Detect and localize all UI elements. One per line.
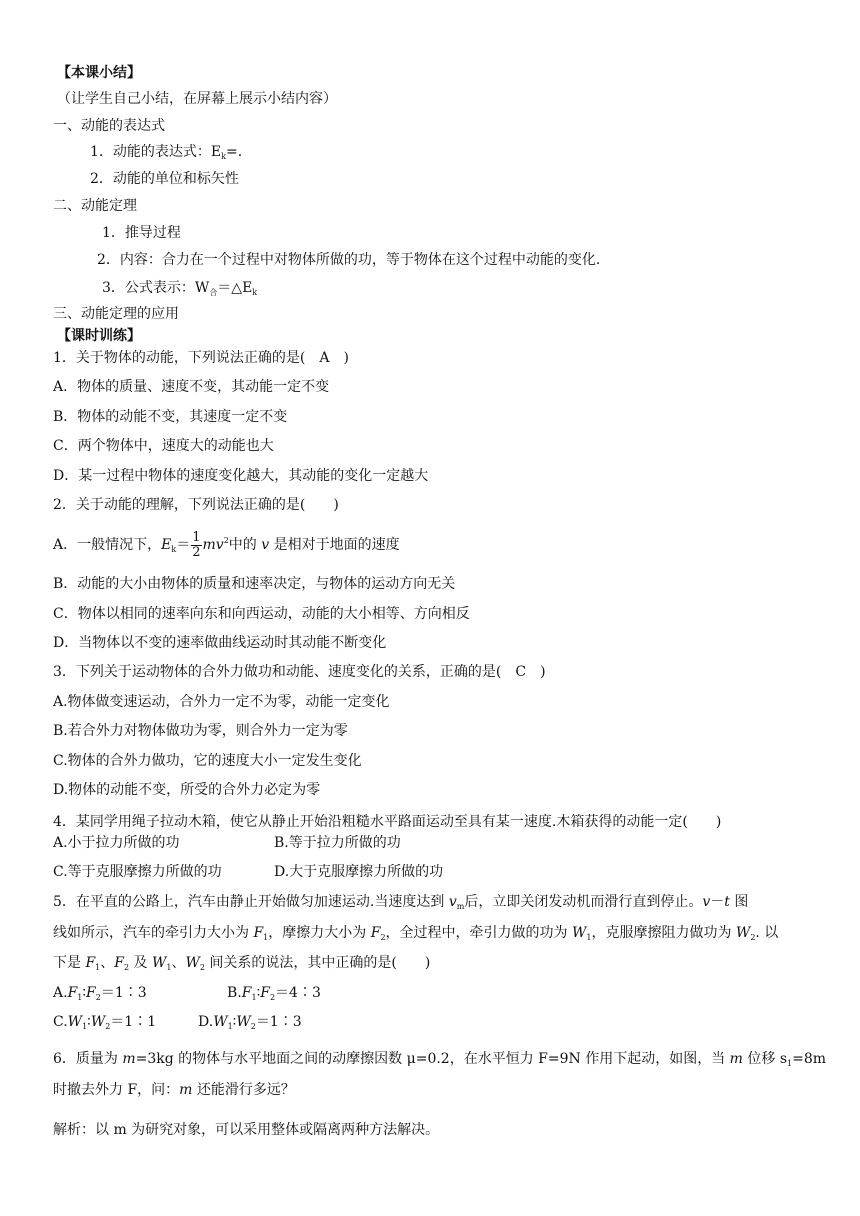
text: ∶ — [256, 985, 261, 1001]
var: F — [253, 925, 264, 941]
subscript: 1 — [82, 1022, 88, 1031]
fraction — [191, 531, 201, 560]
var: F — [260, 985, 270, 1001]
var: F — [85, 955, 96, 971]
section-3-title: 三、动能定理的应用 — [53, 306, 179, 322]
text: 6．质量为 — [53, 1051, 123, 1067]
text: . 以 — [755, 925, 779, 941]
q1-option-a: A．物体的质量、速度不变，其动能一定不变 — [53, 379, 330, 395]
q4-option-d: D.大于克服摩擦力所做的功 — [274, 864, 444, 880]
text: ＝1∶1 — [110, 1014, 157, 1030]
q5-line-2 — [53, 924, 778, 947]
subscript: 2 — [105, 1022, 111, 1031]
var: W — [90, 1014, 106, 1030]
q5-option-c — [53, 1013, 156, 1036]
q4-option-a: A.小于拉力所做的功 — [53, 835, 180, 851]
q6-line-2 — [53, 1081, 295, 1099]
text: 线如所示，汽车的牵引力大小为 — [53, 925, 254, 941]
q2-option-d: D．当物体以不变的速率做曲线运动时其动能不断变化 — [53, 635, 387, 651]
subscript: 1 — [95, 963, 101, 972]
subscript: 1 — [77, 993, 83, 1002]
q5-option-b — [227, 984, 321, 1007]
text: B. — [227, 985, 242, 1001]
var: m — [122, 1051, 136, 1067]
var: F — [86, 985, 96, 1001]
q2-option-c: C．物体以相同的速率向东和向西运动，动能的大小相等、方向相反 — [53, 606, 470, 622]
subscript: 2 — [199, 963, 205, 972]
text: ，摩擦力大小为 — [268, 925, 371, 941]
text: ∶ — [87, 1014, 91, 1030]
text: =8m — [792, 1051, 827, 1067]
q1-option-d: D．某一过程中物体的速度变化越大，其动能的变化一定越大 — [53, 468, 429, 484]
subscript: 1 — [263, 933, 269, 942]
text: 1．动能的表达式：E — [90, 144, 222, 160]
q5-line-3 — [53, 954, 430, 977]
text: C. — [53, 1014, 68, 1030]
subscript: k — [171, 545, 177, 554]
var: F — [241, 985, 252, 1001]
var: v — [702, 894, 711, 910]
practice-heading: 【课时训练】 — [57, 328, 141, 344]
q3-option-b: B.若合外力对物体做功为零，则合外力一定为零 — [53, 723, 348, 739]
section-2-item-3 — [102, 279, 257, 302]
q3-option-c: C.物体的合外力做功，它的速度大小一定发生变化 — [53, 753, 362, 769]
text: ＝1∶3 — [100, 985, 147, 1001]
text: 还能滑行多远？ — [192, 1082, 295, 1098]
subscript: 合 — [209, 288, 218, 297]
q4-option-c: C.等于克服摩擦力所做的功 — [53, 864, 222, 880]
subscript: k — [252, 288, 258, 297]
text: D. — [198, 1014, 214, 1030]
text: 3．公式表示：W — [102, 280, 210, 296]
subscript: k — [221, 152, 226, 161]
q1-stem: 1．关于物体的动能，下列说法正确的是( A ) — [53, 350, 349, 366]
q3-option-a: A.物体做变速运动，合外力一定不为零，动能一定变化 — [53, 694, 390, 710]
q6-line-1 — [53, 1050, 826, 1073]
text: A. — [53, 985, 68, 1001]
text: ，全过程中，牵引力做的功为 — [385, 925, 572, 941]
fraction-numerator: 1 — [192, 529, 201, 545]
section-2-title: 二、动能定理 — [53, 198, 137, 214]
var: W — [151, 955, 167, 971]
subscript: 1 — [227, 1022, 233, 1031]
text: ，克服摩擦阻力做功为 — [591, 925, 736, 941]
var: F — [114, 955, 124, 971]
text: 5．在平直的公路上，汽车由静止开始做匀加速运动.当速度达到 — [53, 894, 449, 910]
var: W — [67, 1014, 83, 1030]
text: ＝ — [176, 537, 191, 553]
var: F — [67, 985, 78, 1001]
section-1-title: 一、动能的表达式 — [53, 118, 165, 134]
text: A．一般情况下， — [53, 537, 162, 553]
summary-heading: 【本课小结】 — [57, 65, 141, 81]
text: 后，立即关闭发动机而滑行直到停止。 — [464, 894, 703, 910]
text: ＝1∶3 — [255, 1014, 302, 1030]
subscript: 2 — [95, 993, 101, 1002]
text: 、 — [171, 955, 186, 971]
var: W — [213, 1014, 228, 1030]
q5-line-1 — [53, 893, 748, 916]
subscript: 2 — [250, 1022, 256, 1031]
subscript: 2 — [269, 993, 276, 1002]
q5-option-d — [198, 1013, 302, 1036]
summary-note: （让学生自己小结，在屏幕上展示小结内容） — [57, 91, 337, 107]
superscript: 2 — [223, 536, 229, 545]
var: W — [571, 925, 587, 941]
var: m — [729, 1051, 743, 1067]
var-e: E — [161, 537, 172, 553]
q1-option-b: B．物体的动能不变，其速度一定不变 — [53, 409, 288, 425]
text: =3kg 的物体与水平地面之间的动摩擦因数 μ=0.2，在水平恒力 F=9N 作用下起动，如图，当 — [135, 1051, 730, 1067]
var: t — [724, 894, 730, 910]
var: F — [370, 925, 381, 941]
section-2-item-1: 1．推导过程 — [102, 225, 181, 241]
fraction-denominator: 2 — [192, 544, 201, 560]
text: ∶ — [232, 1014, 237, 1030]
section-2-item-2: 2．内容：合力在一个过程中对物体所做的功，等于物体在这个过程中动能的变化. — [97, 252, 601, 268]
section-1-item-1 — [90, 143, 242, 166]
q1-option-c: C．两个物体中，速度大的动能也大 — [53, 438, 274, 454]
subscript: 1 — [251, 993, 257, 1002]
q4-stem: 4．某同学用绳子拉动木箱，使它从静止开始沿粗糙水平路面运动至具有某一速度.木箱获得的动能一定( ) — [53, 814, 722, 830]
var: v — [448, 894, 457, 910]
var: m — [179, 1082, 193, 1098]
subscript: 2 — [123, 963, 130, 972]
text: 、 — [100, 955, 115, 971]
var: W — [185, 955, 200, 971]
text: ＝△E — [217, 280, 253, 296]
text: ＝4∶3 — [275, 985, 321, 1001]
text: 及 — [129, 955, 152, 971]
q4-option-b: B.等于拉力所做的功 — [274, 835, 401, 851]
q3-stem: 3．下列关于运动物体的合外力做功和动能、速度变化的关系，正确的是( C ) — [53, 664, 546, 680]
text: － — [710, 894, 725, 910]
var-v: v — [261, 537, 270, 553]
text: 是相对于地面的速度 — [269, 537, 400, 553]
var: W — [236, 1014, 251, 1030]
q3-option-d: D.物体的动能不变，所受的合外力必定为零 — [53, 782, 321, 798]
text: 位移 s — [742, 1051, 788, 1067]
q5-option-a — [53, 984, 147, 1007]
q2-option-b: B．动能的大小由物体的质量和速率决定，与物体的运动方向无关 — [53, 576, 456, 592]
subscript: 1 — [787, 1059, 793, 1068]
text: 中的 — [228, 537, 262, 553]
var-mv: mv — [202, 537, 224, 553]
var: W — [735, 925, 751, 941]
subscript: 2 — [380, 933, 386, 942]
text: =. — [226, 144, 243, 160]
q2-stem: 2．关于动能的理解，下列说法正确的是( ) — [53, 497, 339, 513]
q6-analysis: 解析：以 m 为研究对象，可以采用整体或隔离两种方法解决。 — [53, 1122, 440, 1138]
text: 图 — [729, 894, 749, 910]
section-1-item-2: 2．动能的单位和标矢性 — [90, 171, 239, 187]
subscript: 1 — [166, 963, 172, 972]
subscript: m — [456, 902, 465, 911]
text: 间关系的说法，其中正确的是( ) — [204, 955, 431, 971]
q2-option-a — [53, 526, 400, 565]
subscript: 1 — [586, 933, 592, 942]
text: ∶ — [82, 985, 87, 1001]
text: 时撤去外力 F，问： — [53, 1082, 180, 1098]
text: 下是 — [53, 955, 86, 971]
subscript: 2 — [750, 933, 756, 942]
